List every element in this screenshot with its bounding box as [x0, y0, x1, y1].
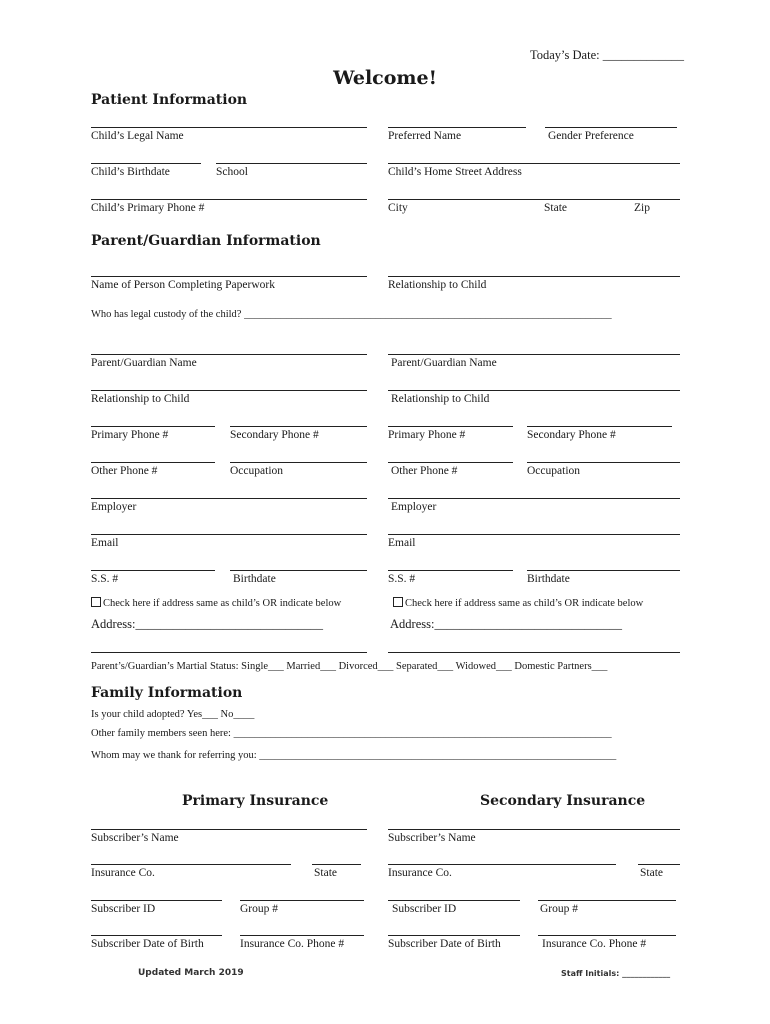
person-completing-line[interactable] — [91, 276, 367, 277]
guardian2-email-line[interactable] — [388, 534, 680, 535]
guardian1-name-line[interactable] — [91, 354, 367, 355]
guardian1-secondary-phone-label: Secondary Phone # — [230, 429, 319, 441]
state-label: State — [544, 202, 567, 214]
guardian1-occupation-line[interactable] — [230, 462, 367, 463]
todays-date-field[interactable]: Today’s Date: _____________ — [530, 48, 684, 62]
guardian2-ss-line[interactable] — [388, 570, 513, 571]
secondary-group-line[interactable] — [538, 900, 676, 901]
guardian1-other-phone-label: Other Phone # — [91, 465, 158, 477]
guardian2-name-line[interactable] — [388, 354, 680, 355]
child-phone-line[interactable] — [91, 199, 367, 200]
guardian1-same-address-checkbox[interactable] — [91, 597, 101, 607]
home-address-label: Child’s Home Street Address — [388, 166, 522, 178]
relationship-line[interactable] — [388, 276, 680, 277]
guardian1-other-phone-line[interactable] — [91, 462, 215, 463]
birthdate-line[interactable] — [91, 163, 201, 164]
guardian2-address-field[interactable]: Address:______________________________ — [390, 617, 622, 631]
city-state-zip-line[interactable] — [388, 199, 680, 200]
legal-name-line[interactable] — [91, 127, 367, 128]
staff-initials-field[interactable]: Staff Initials: ____________ — [561, 969, 671, 978]
guardian1-employer-line[interactable] — [91, 498, 367, 499]
guardian2-secondary-phone-label: Secondary Phone # — [527, 429, 616, 441]
guardian1-secondary-phone-line[interactable] — [230, 426, 367, 427]
guardian2-name-label: Parent/Guardian Name — [391, 357, 497, 369]
secondary-subscriber-dob-line[interactable] — [388, 935, 520, 936]
guardian1-relationship-label: Relationship to Child — [91, 393, 190, 405]
primary-state-line[interactable] — [312, 864, 361, 865]
gender-pref-label: Gender Preference — [548, 130, 634, 142]
guardian2-same-address-checkbox[interactable] — [393, 597, 403, 607]
birthdate-label: Child’s Birthdate — [91, 166, 170, 178]
guardian2-relationship-line[interactable] — [388, 390, 680, 391]
city-label: City — [388, 202, 408, 214]
guardian2-birthdate-label: Birthdate — [527, 573, 570, 585]
primary-insurance-co-label: Insurance Co. — [91, 867, 155, 879]
secondary-subscriber-name-label: Subscriber’s Name — [388, 832, 476, 844]
guardian2-same-address-label: Check here if address same as child’s OR indicate below — [405, 598, 644, 609]
zip-label: Zip — [634, 202, 650, 214]
primary-group-label: Group # — [240, 903, 279, 915]
marital-status-field[interactable]: Parent’s/Guardian’s Martial Status: Single___ Married___ Divorced___ Separated___ Widowed___ Domestic Partners___ — [91, 661, 608, 672]
primary-subscriber-id-label: Subscriber ID — [91, 903, 156, 915]
guardian1-same-address-row — [91, 597, 341, 611]
guardian1-ss-line[interactable] — [91, 570, 215, 571]
secondary-subscriber-id-line[interactable] — [388, 900, 520, 901]
secondary-insurance-heading: Secondary Insurance — [480, 793, 646, 809]
guardian2-relationship-label: Relationship to Child — [391, 393, 490, 405]
guardian2-secondary-phone-line[interactable] — [527, 426, 672, 427]
guardian2-occupation-line[interactable] — [527, 462, 680, 463]
guardian2-primary-phone-label: Primary Phone # — [388, 429, 466, 441]
custody-field[interactable]: Who has legal custody of the child? ______________________________________________________________________ — [91, 309, 612, 320]
gender-pref-line[interactable] — [545, 127, 677, 128]
person-completing-label: Name of Person Completing Paperwork — [91, 279, 275, 291]
preferred-name-line[interactable] — [388, 127, 526, 128]
secondary-state-line[interactable] — [638, 864, 680, 865]
guardian1-primary-phone-line[interactable] — [91, 426, 215, 427]
secondary-group-label: Group # — [540, 903, 579, 915]
guardian1-email-line[interactable] — [91, 534, 367, 535]
secondary-insurance-co-label: Insurance Co. — [388, 867, 452, 879]
referral-field[interactable]: Whom may we thank for referring you: ____________________________________________________________________ — [91, 750, 617, 761]
secondary-ins-phone-label: Insurance Co. Phone # — [542, 938, 647, 950]
primary-insurance-co-line[interactable] — [91, 864, 291, 865]
family-info-heading: Family Information — [91, 685, 243, 701]
guardian1-birthdate-line[interactable] — [230, 570, 367, 571]
child-phone-label: Child’s Primary Phone # — [91, 202, 205, 214]
primary-subscriber-name-line[interactable] — [91, 829, 367, 830]
guardian1-occupation-label: Occupation — [230, 465, 284, 477]
guardian1-relationship-line[interactable] — [91, 390, 367, 391]
secondary-subscriber-id-label: Subscriber ID — [392, 903, 457, 915]
guardian1-same-address-label: Check here if address same as child’s OR indicate below — [103, 598, 342, 609]
secondary-insurance-co-line[interactable] — [388, 864, 616, 865]
parent-info-heading: Parent/Guardian Information — [91, 233, 321, 249]
guardian1-ss-label: S.S. # — [91, 573, 119, 585]
guardian2-primary-phone-line[interactable] — [388, 426, 513, 427]
guardian1-name-label: Parent/Guardian Name — [91, 357, 197, 369]
secondary-subscriber-dob-label: Subscriber Date of Birth — [388, 938, 501, 950]
guardian2-birthdate-line[interactable] — [527, 570, 680, 571]
updated-date-footer: Updated March 2019 — [138, 968, 244, 978]
primary-ins-phone-label: Insurance Co. Phone # — [240, 938, 345, 950]
primary-subscriber-dob-line[interactable] — [91, 935, 222, 936]
other-members-field[interactable]: Other family members seen here: ________________________________________________________________________ — [91, 728, 612, 739]
secondary-ins-phone-line[interactable] — [538, 935, 676, 936]
guardian1-email-label: Email — [91, 537, 119, 549]
guardian2-other-phone-line[interactable] — [388, 462, 513, 463]
primary-subscriber-dob-label: Subscriber Date of Birth — [91, 938, 204, 950]
secondary-subscriber-name-line[interactable] — [388, 829, 680, 830]
adopted-field[interactable]: Is your child adopted? Yes___ No____ — [91, 709, 255, 720]
primary-group-line[interactable] — [240, 900, 364, 901]
primary-insurance-heading: Primary Insurance — [182, 793, 329, 809]
guardian2-address-line2[interactable] — [388, 652, 680, 653]
guardian2-employer-line[interactable] — [388, 498, 680, 499]
guardian1-employer-label: Employer — [91, 501, 137, 513]
guardian2-occupation-label: Occupation — [527, 465, 581, 477]
guardian2-email-label: Email — [388, 537, 416, 549]
welcome-title: Welcome! — [333, 67, 437, 89]
school-label: School — [216, 166, 248, 178]
guardian1-address-field[interactable]: Address:______________________________ — [91, 617, 323, 631]
primary-subscriber-id-line[interactable] — [91, 900, 222, 901]
home-address-line[interactable] — [388, 163, 680, 164]
guardian1-address-line2[interactable] — [91, 652, 367, 653]
guardian2-ss-label: S.S. # — [388, 573, 416, 585]
guardian2-other-phone-label: Other Phone # — [391, 465, 458, 477]
preferred-name-label: Preferred Name — [388, 130, 462, 142]
relationship-label: Relationship to Child — [388, 279, 487, 291]
guardian2-employer-label: Employer — [391, 501, 437, 513]
guardian1-birthdate-label: Birthdate — [233, 573, 276, 585]
school-line[interactable] — [216, 163, 367, 164]
primary-subscriber-name-label: Subscriber’s Name — [91, 832, 179, 844]
primary-ins-phone-line[interactable] — [240, 935, 364, 936]
patient-info-heading: Patient Information — [91, 92, 248, 108]
secondary-state-label: State — [640, 867, 663, 879]
primary-state-label: State — [314, 867, 337, 879]
guardian2-same-address-row — [393, 597, 643, 611]
legal-name-label: Child’s Legal Name — [91, 130, 184, 142]
guardian1-primary-phone-label: Primary Phone # — [91, 429, 169, 441]
